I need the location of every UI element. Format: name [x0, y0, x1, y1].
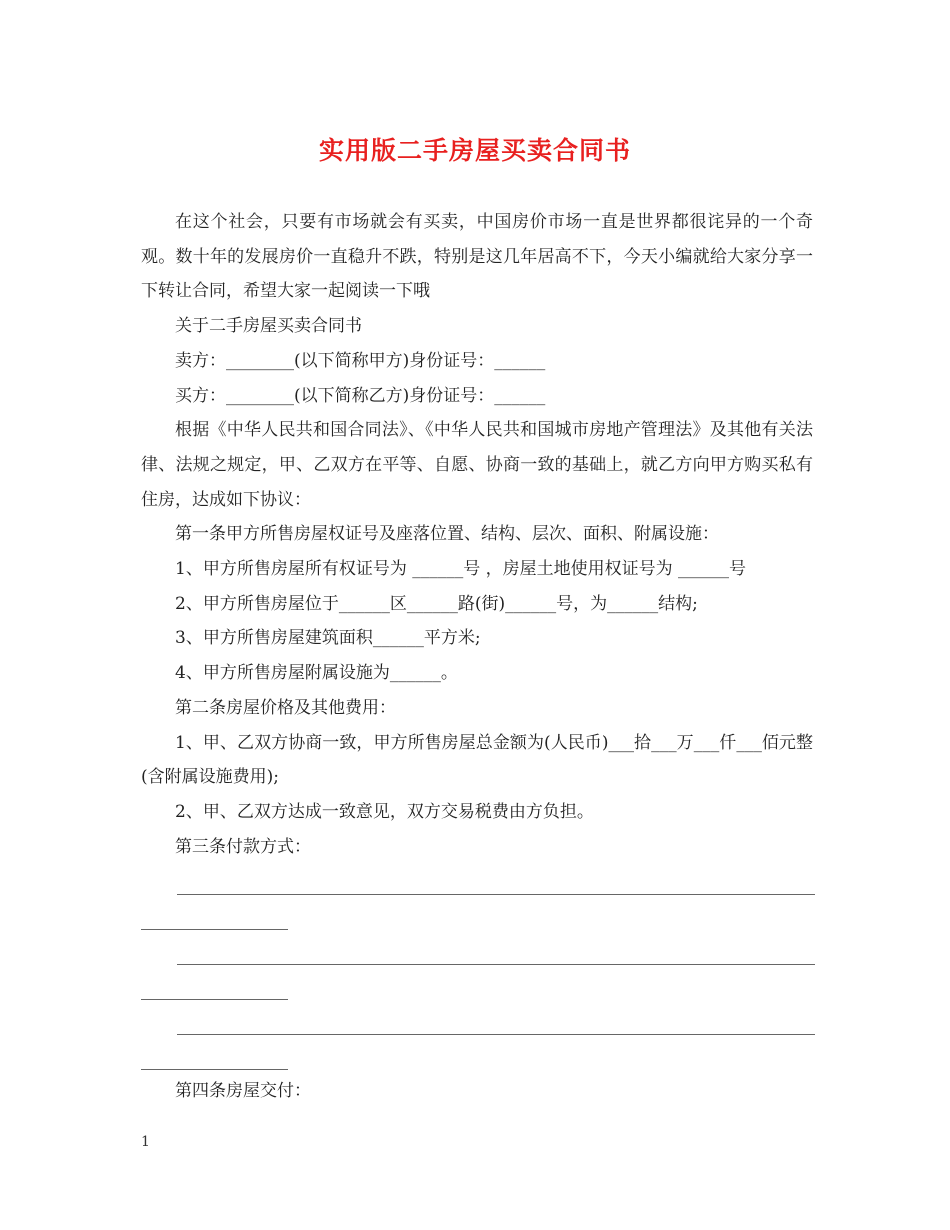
article-2-heading: 第二条房屋价格及其他费用： — [175, 697, 396, 718]
document-body — [141, 205, 813, 1109]
article-3-heading: 第三条付款方式： — [175, 836, 311, 857]
blank-rule-short — [141, 999, 288, 1000]
blank-rule-short — [141, 1069, 288, 1070]
legal-basis-paragraph: 根据《中华人民共和国合同法》、《中华人民共和国城市房地产管理法》及其他有关法律、法规之规定，甲、乙双方在平等、自愿、协商一致的基础上，就乙方向甲方购买私有住房，达成如下协议： — [141, 420, 813, 510]
blank-rule-long — [177, 894, 815, 895]
article-1-item-1: 1、甲方所售房屋所有权证号为 ______号 ，房屋土地使用权证号为 ______号 — [175, 559, 747, 580]
blank-line-3 — [141, 1004, 813, 1074]
blank-rule-short — [141, 929, 288, 930]
article-1-item-4: 4、甲方所售房屋附属设施为______。 — [175, 663, 458, 684]
article-4-heading: 第四条房屋交付： — [175, 1081, 311, 1102]
article-1-item-2: 2、甲方所售房屋位于______区______路(街)______号，为______结构; — [175, 593, 698, 614]
blank-line-2 — [141, 934, 813, 1004]
blank-rule-long — [177, 964, 815, 965]
article-1-heading: 第一条甲方所售房屋权证号及座落位置、结构、层次、面积、附属设施： — [175, 524, 719, 545]
seller-line: 卖方：________(以下简称甲方)身份证号：______ — [175, 350, 546, 371]
article-1-item-3: 3、甲方所售房屋建筑面积______平方米; — [175, 628, 481, 649]
buyer-line: 买方：________(以下简称乙方)身份证号：______ — [175, 385, 546, 406]
document-title: 实用版二手房屋买卖合同书 — [318, 136, 631, 165]
section-heading: 关于二手房屋买卖合同书 — [175, 316, 362, 337]
blank-rule-long — [177, 1034, 815, 1035]
article-2-item-1: 1、甲、乙双方协商一致，甲方所售房屋总金额为(人民币)___拾___万___仟___佰元整(含附属设施费用); — [141, 732, 813, 788]
article-2-item-2: 2、甲、乙双方达成一致意见，双方交易税费由方负担。 — [175, 801, 594, 822]
blank-line-1 — [141, 864, 813, 934]
intro-paragraph: 在这个社会，只要有市场就会有买卖，中国房价市场一直是世界都很诧异的一个奇观。数十年的发展房价一直稳升不跌，特别是这几年居高不下，今天小编就给大家分享一下转让合同，希望大家一起阅读一下哦 — [141, 212, 813, 302]
page-number: 1 — [141, 1134, 150, 1150]
